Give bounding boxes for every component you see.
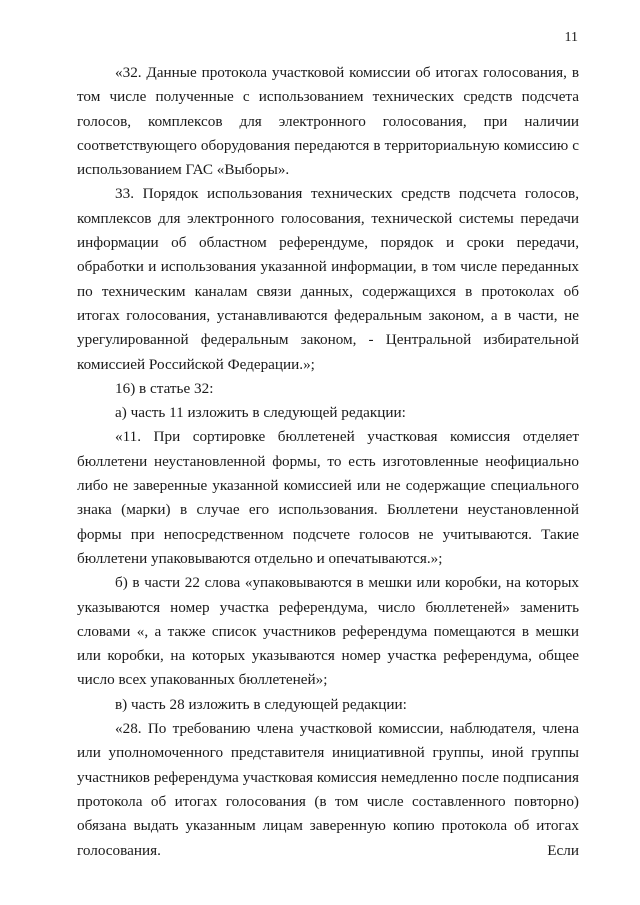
paragraph-subitem-b: б) в части 22 слова «упаковываются в мешки или коробки, на которых указываются номер участка референдума, число бюллетеней» заменить словами «, а также список участников референдума помещаются в мешки или коробки, на которых указываются номер участка референдума, общее число всех упакованных бюллетеней»; <box>77 574 579 689</box>
paragraph-item-16: 16) в статье 32: <box>115 379 214 397</box>
paragraph-article-32: «32. Данные протокола участковой комиссии об итогах голосования, в том числе полученные с использованием технических средств подсчета голосов, комплексов для электронного голосования, при наличии соответствующего оборудования передаются в территориальную комиссию с использованием ГАС «Выборы». <box>77 64 579 179</box>
paragraph-article-33: 33. Порядок использования технических средств подсчета голосов, комплексов для электронного голосования, технической системы передачи информации об областном референдуме, порядок и сроки передачи, обработки и использования указанной информации, в том числе переданных по техническим каналам связи данных, содержащихся в протоколах об итогах голосования, устанавливаются федеральным законом, а в части, не урегулированной федеральным законом, - Центральной избирательной комиссией Российской Федерации.»; <box>77 185 579 373</box>
paragraph-part-28: «28. По требованию члена участковой комиссии, наблюдателя, члена или уполномоченного представителя инициативной группы, иной группы участников референдума участковая комиссия немедленно после подписания протокола об итогах голосования (в том числе составленного повторно) обязана выдать указанным лицам заверенную копию протокола об итогах голосования. Если <box>77 720 579 859</box>
document-body <box>77 61 579 863</box>
paragraph-part-11: «11. При сортировке бюллетеней участковая комиссия отделяет бюллетени неустановленной формы, то есть изготовленные неофициально либо не заверенные указанной комиссией или не содержащие специального знака (марки) в случае его использования. Бюллетени неустановленной формы при непосредственном подсчете голосов не учитываются. Такие бюллетени упаковываются отдельно и опечатываются.»; <box>77 428 579 567</box>
paragraph-subitem-v: в) часть 28 изложить в следующей редакции: <box>115 695 407 713</box>
page-number: 11 <box>564 30 578 45</box>
paragraph-subitem-a: а) часть 11 изложить в следующей редакции: <box>115 404 406 422</box>
